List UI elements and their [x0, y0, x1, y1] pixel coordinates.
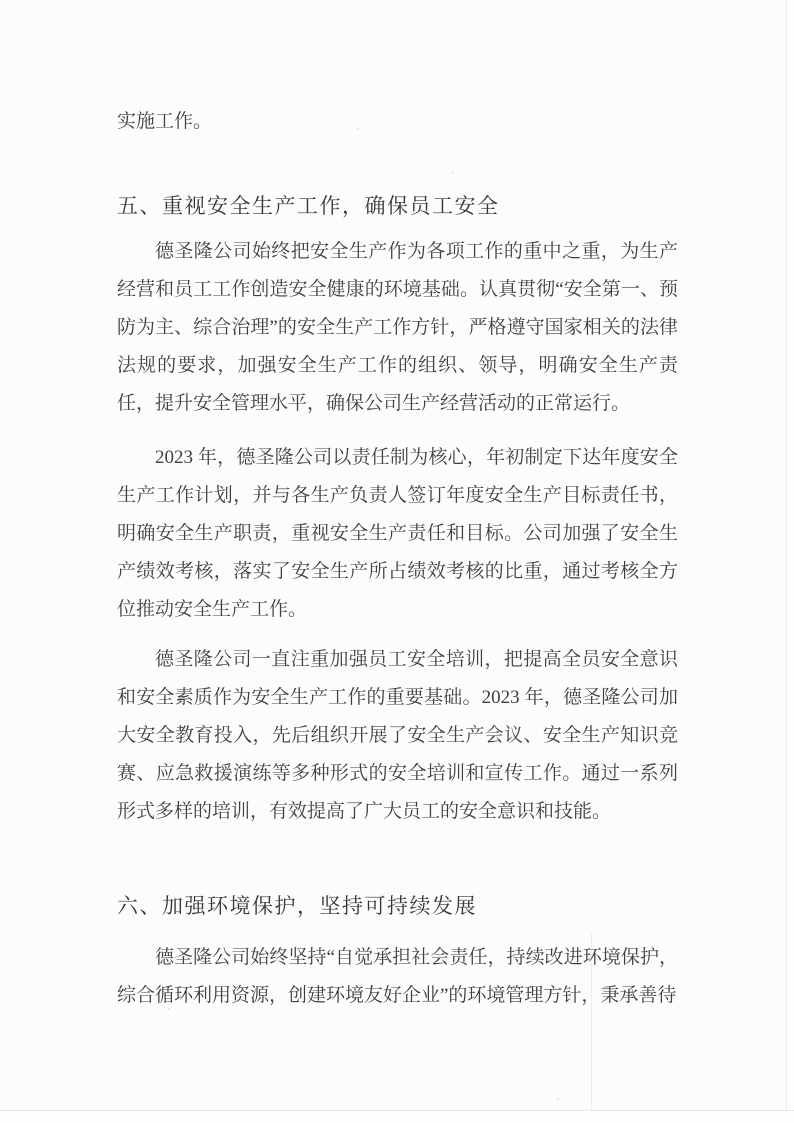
- scan-speck: [557, 1098, 559, 1100]
- section-heading-6-environmental-protection: 六、加强环境保护，坚持可持续发展: [117, 894, 477, 918]
- scan-background-below-page: [0, 1111, 794, 1123]
- paragraph-tail-implementation-work: 实施工作。: [117, 111, 213, 132]
- paragraph-safety-training: 德圣隆公司一直注重加强员工安全培训，把提高全员安全意识和安全素质作为安全生产工作的重要基础。2023 年，德圣隆公司加大安全教育投入，先后组织开展了安全生产会议、安全生产知识竞赛、应急救援演练等多种形式的安全培训和宣传工作。通过一系列形式多样的培训，有效提高了广大员工的安全意识和技能。: [117, 649, 678, 822]
- section-heading-5-safety-production: 五、重视安全生产工作，确保员工安全: [117, 194, 500, 218]
- paragraph-safety-policy: 德圣隆公司始终把安全生产作为各项工作的重中之重，为生产经营和员工工作创造安全健康的环境基础。认真贯彻“安全第一、预防为主、综合治理”的安全生产工作方针，严格遵守国家相关的法律法规的要求，加强安全生产工作的组织、领导，明确安全生产责任，提升安全管理水平，确保公司生产经营活动的正常运行。: [117, 241, 678, 414]
- document-body: [117, 103, 678, 1015]
- page-edge-right-line: [786, 0, 787, 1123]
- paragraph-2023-responsibility-system: 2023 年，德圣隆公司以责任制为核心，年初制定下达年度安全生产工作计划，并与各生产负责人签订年度安全生产目标责任书，明确安全生产职责，重视安全生产责任和目标。公司加强了安全生产绩效考核，落实了安全生产所占绩效考核的比重，通过考核全方位推动安全生产工作。: [117, 447, 678, 620]
- scan-margin-strip: [787, 0, 794, 1123]
- paragraph-environment-management-policy: 德圣隆公司始终坚持“自觉承担社会责任，持续改进环境保护，综合循环利用资源，创建环境友好企业”的环境管理方针，秉承善待: [117, 947, 678, 1006]
